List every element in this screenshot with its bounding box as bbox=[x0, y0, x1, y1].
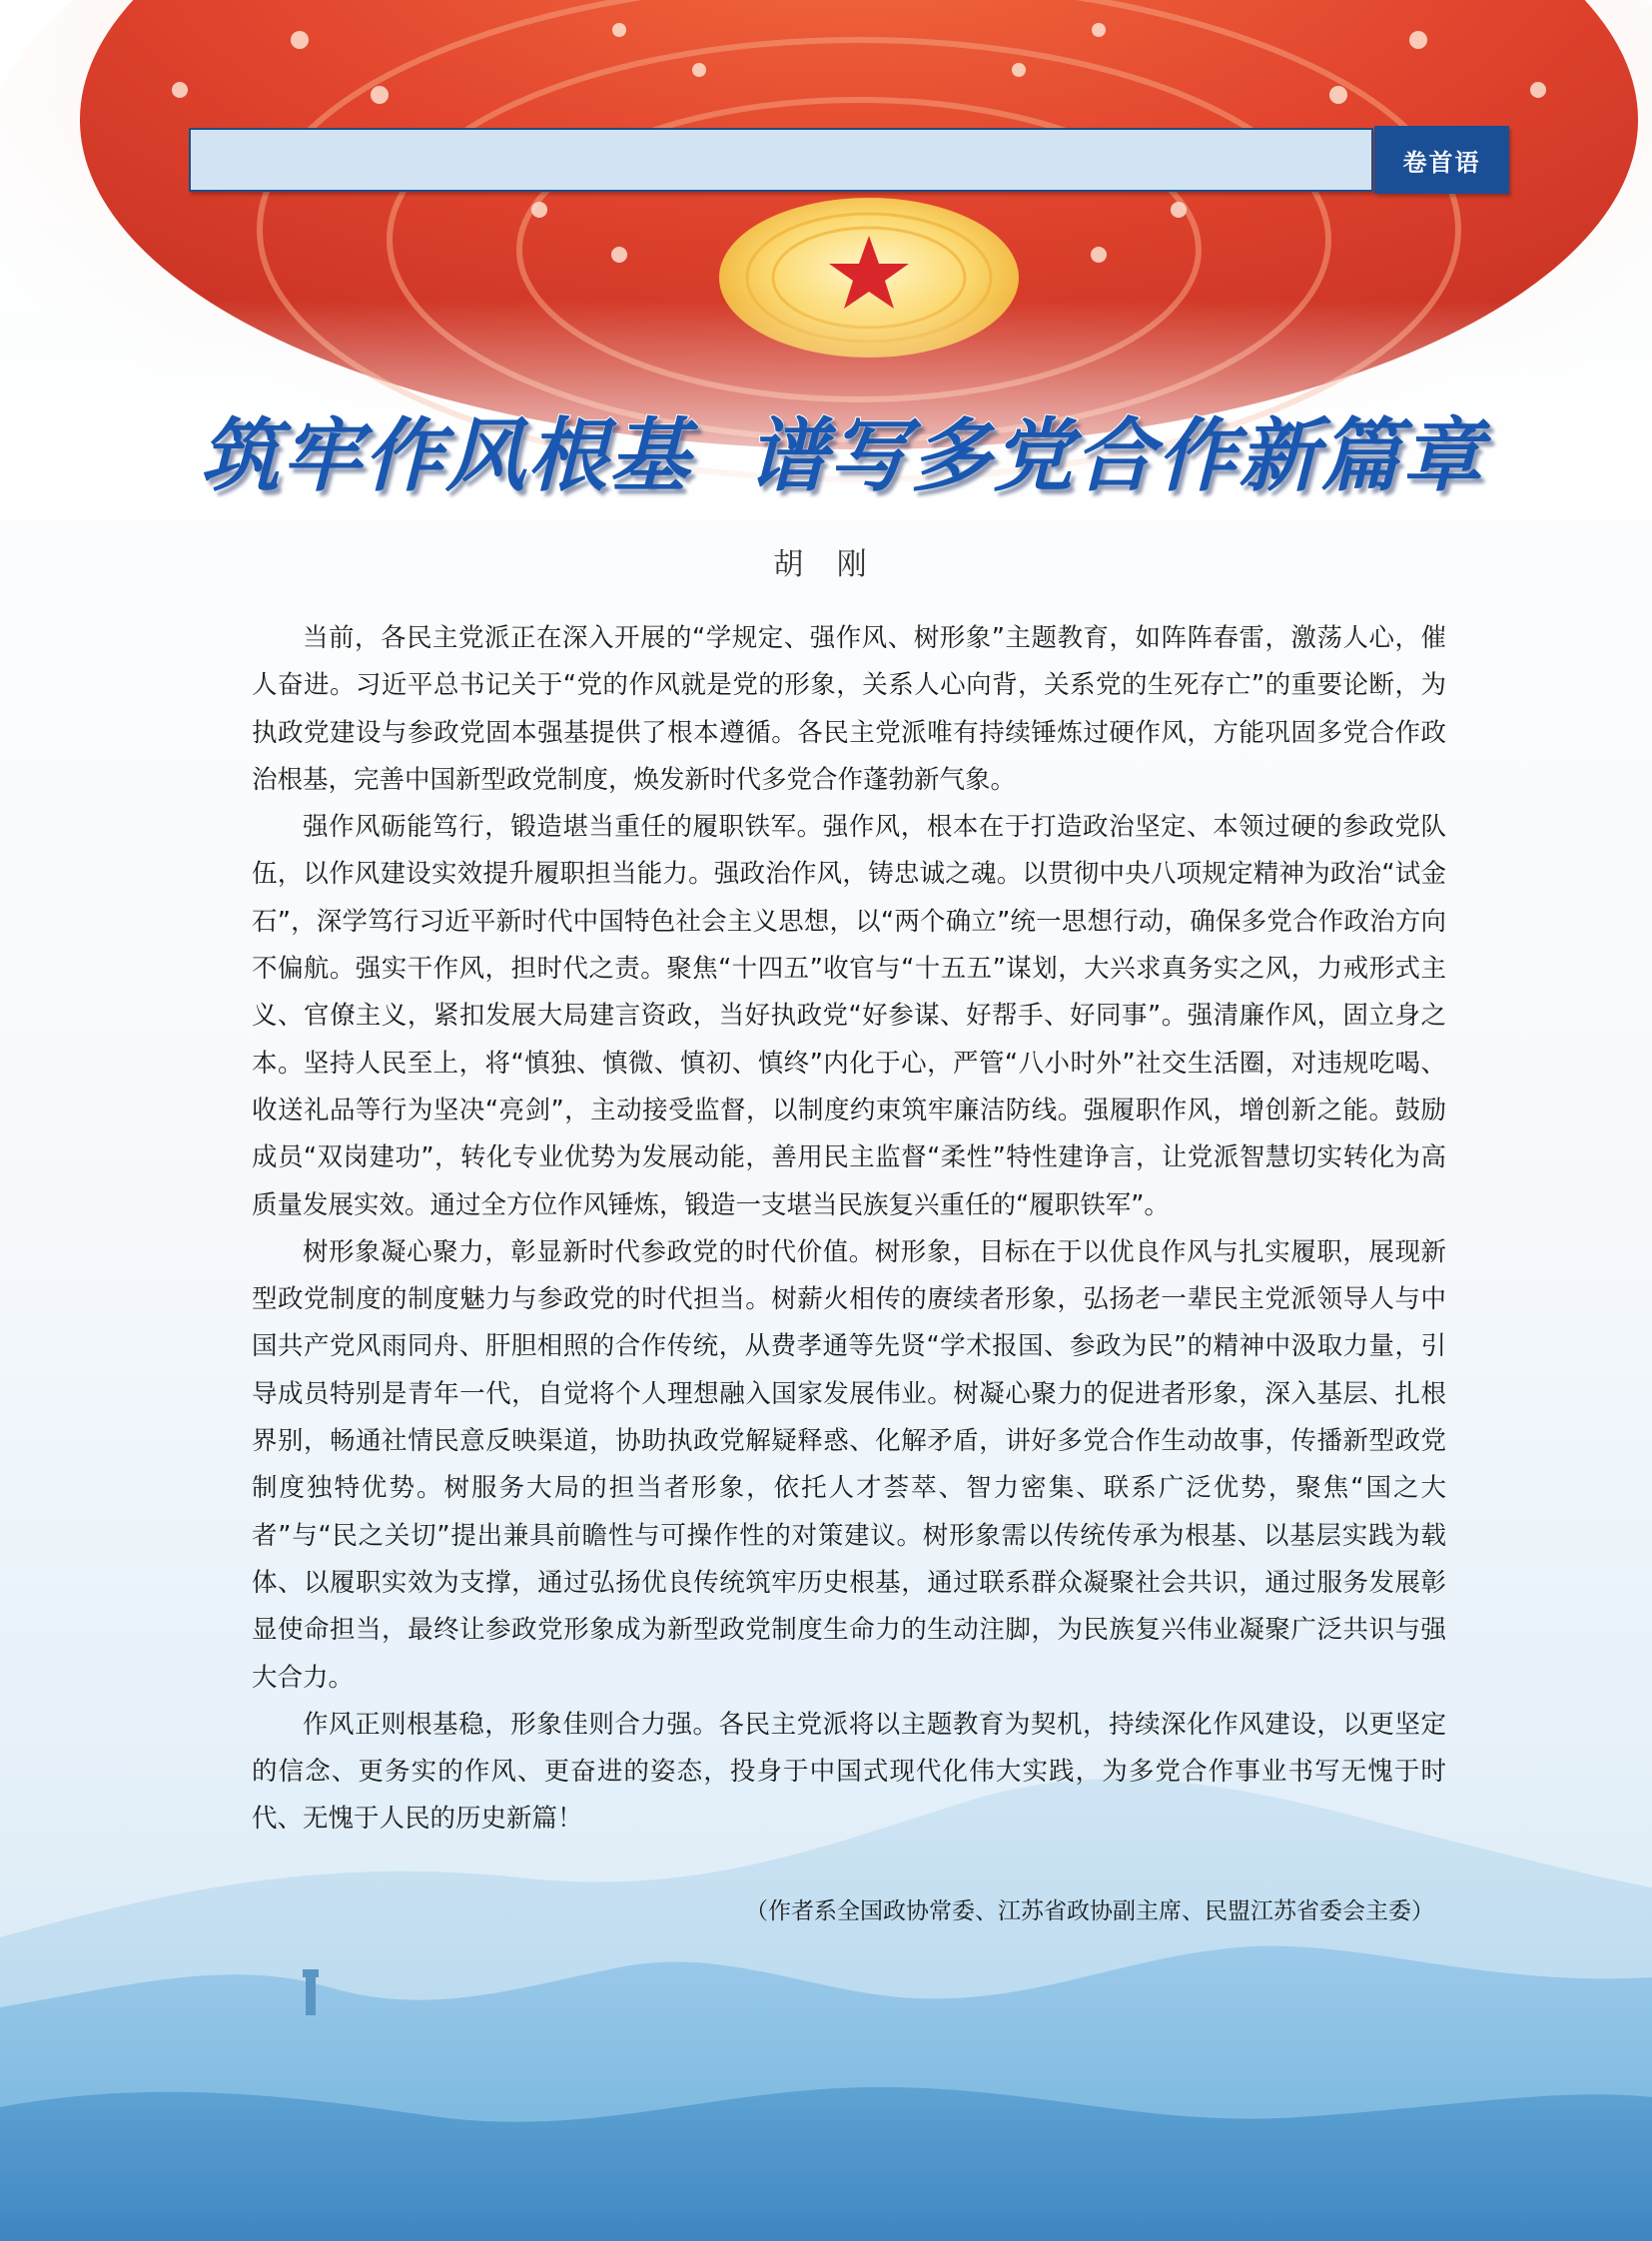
section-tag: 卷首语 bbox=[1374, 126, 1509, 194]
title-part-1: 筑牢作风根基 bbox=[200, 408, 691, 502]
paragraph: 当前，各民主党派正在深入开展的“学规定、强作风、树形象”主题教育，如阵阵春雷，激荡人心，催人奋进。习近平总书记关于“党的作风就是党的形象，关系人心向背，关系党的生死存亡”的重要论断，为执政党建设与参政党固本强基提供了根本遵循。各民主党派唯有持续锤炼过硬作风，方能巩固多党合作政治根基，完善中国新型政党制度，焕发新时代多党合作蓬勃新气象。 bbox=[252, 623, 1446, 795]
paragraph: 强作风砺能笃行，锻造堪当重任的履职铁军。强作风，根本在于打造政治坚定、本领过硬的参政党队伍，以作风建设实效提升履职担当能力。强政治作风，铸忠诚之魂。以贯彻中央八项规定精神为政治“试金石”，深学笃行习近平新时代中国特色社会主义思想，以“两个确立”统一思想行动，确保多党合作政治方向不偏航。强实干作风，担时代之责。聚焦“十四五”收官与“十五五”谋划，大兴求真务实之风，力戒形式主义、官僚主义，紧扣发展大局建言资政，当好执政党“好参谋、好帮手、好同事”。强清廉作风，固立身之本。坚持人民至上，将“慎独、慎微、慎初、慎终”内化于心，严管“八小时外”社交生活圈，对违规吃喝、收送礼品等行为坚决“亮剑”，主动接受监督，以制度约束筑牢廉洁防线。强履职作风，增创新之能。鼓励成员“双岗建功”，转化专业优势为发展动能，善用民主监督“柔性”特性建诤言，让党派智慧切实转化为高质量发展实效。通过全方位作风锤炼，锻造一支堪当民族复兴重任的“履职铁军”。 bbox=[252, 812, 1446, 1220]
paragraph: 作风正则根基稳，形象佳则合力强。各民主党派将以主题教育为契机，持续深化作风建设，以更坚定的信念、更务实的作风、更奋进的姿态，投身于中国式现代化伟大实践，为多党合作事业书写无愧于时代、无愧于人民的历史新篇！ bbox=[252, 1709, 1446, 1835]
article-title bbox=[200, 391, 1498, 501]
author-byline: （作者系全国政协常委、江苏省政协副主席、民盟江苏省委会主委） bbox=[745, 1898, 1434, 1924]
paragraph: 树形象凝心聚力，彰显新时代参政党的时代价值。树形象，目标在于以优良作风与扎实履职，展现新型政党制度的制度魅力与参政党的时代担当。树薪火相传的赓续者形象，弘扬老一辈民主党派领导人与中国共产党风雨同舟、肝胆相照的合作传统，从费孝通等先贤“学术报国、参政为民”的精神中汲取力量，引导成员特别是青年一代，自觉将个人理想融入国家发展伟业。树凝心聚力的促进者形象，深入基层、扎根界别，畅通社情民意反映渠道，协助执政党解疑释惑、化解矛盾，讲好多党合作生动故事，传播新型政党制度独特优势。树服务大局的担当者形象，依托人才荟萃、智力密集、联系广泛优势，聚焦“国之大者”与“民之关切”提出兼具前瞻性与可操作性的对策建议。树形象需以传统传承为根基、以基层实践为载体、以履职实效为支撑，通过弘扬优良传统筑牢历史根基，通过联系群众凝聚社会共识，通过服务发展彰显使命担当，最终让参政党形象成为新型政党制度生命力的生动注脚，为民族复兴伟业凝聚广泛共识与强大合力。 bbox=[252, 1236, 1446, 1693]
author-name: 胡 刚 bbox=[773, 547, 879, 582]
title-part-2: 谱写多党合作新篇章 bbox=[747, 408, 1484, 502]
section-header-bar bbox=[189, 128, 1373, 192]
article-body bbox=[252, 615, 1446, 1844]
